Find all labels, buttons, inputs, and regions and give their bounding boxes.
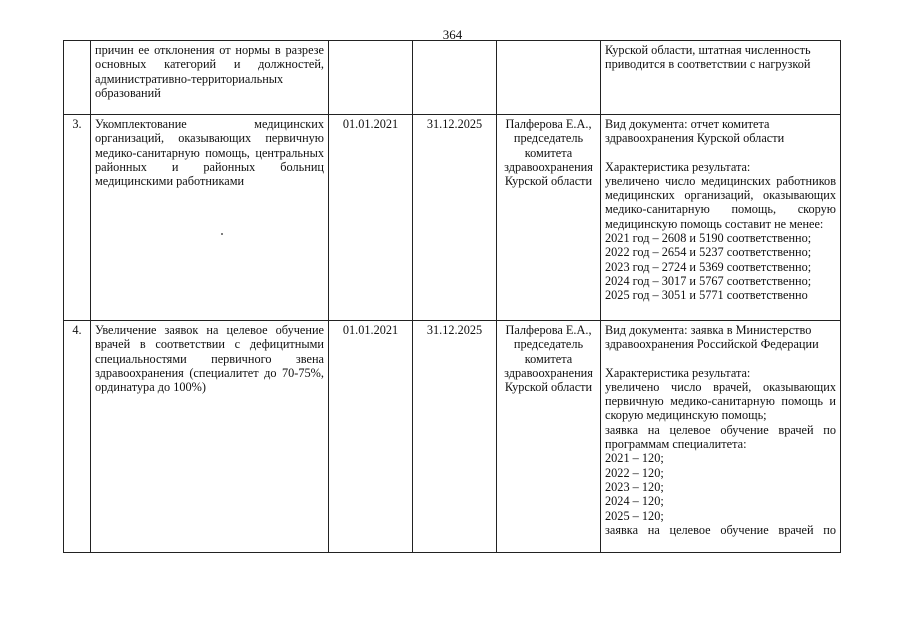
result-item: 2021 – 120; [605,451,664,466]
cell-result [601,115,841,321]
table-row-continuation [64,41,841,115]
row-number: 3. [64,115,91,321]
doc-type: Вид документа: заявка в Министерство здравоохранения Российской Федерации [605,323,819,352]
result-item: 2022 – 120; [605,465,664,480]
result-item: 2023 – 120; [605,479,664,494]
result-item: 2025 – 120; [605,508,664,523]
cell-responsible: Палферова Е.А., председатель комитета здравоохранения Курской области [497,115,601,321]
result-tail: заявка на целевое обучение врачей по [605,522,836,537]
row-number: 4. [64,321,91,553]
page-number: 364 [442,27,463,42]
result-line: Курской области, штатная численность [605,43,811,57]
result-item: 2023 год – 2724 и 5369 соответственно; [605,259,812,274]
char-text: увеличено число медицинских работников медицинских организаций, оказывающих медико-санитарную помощь, скорую медицинскую помощь составит не менее: [605,173,836,231]
result-item: 2024 – 120; [605,494,664,509]
cell-start-date: 01.01.2021 [329,321,413,553]
table-row [64,115,841,321]
result-item: 2021 год – 2608 и 5190 соответственно; [605,231,812,246]
cell-start-date: 01.01.2021 [329,115,413,321]
char-title: Характеристика результата: [605,365,751,380]
cell-description: Укомплектование медицинских организаций, оказывающих первичную медико-санитарную помощь, центральных районных и районных больниц медицинскими работниками [91,115,329,321]
cell-responsible: Палферова Е.А., председатель комитета здравоохранения Курской области [497,321,601,553]
cell-number [64,41,91,115]
scan-speck [221,233,223,235]
result-item: 2025 год – 3051 и 5771 соответственно [605,288,808,303]
cell-start [329,41,413,115]
table-row [64,321,841,553]
cell-result [601,321,841,553]
cell-description: Увеличение заявок на целевое обучение врачей в соответствии с дефицитными специальностями первичного звена здравоохранения (специалитет до 70-75%, ординатура до 100%) [91,321,329,553]
cell-responsible [497,41,601,115]
cell-result [601,41,841,115]
doc-type: Вид документа: отчет комитета здравоохранения Курской области [605,117,785,146]
cell-end [413,41,497,115]
result-item: 2022 год – 2654 и 5237 соответственно; [605,245,812,260]
char-text: увеличено число врачей, оказывающих первичную медико-санитарную помощь и скорую медицинскую помощь; [605,379,836,423]
char-text-2: заявка на целевое обучение врачей по программам специалитета: [605,422,836,452]
char-title: Характеристика результата: [605,159,751,174]
cell-description: причин ее отклонения от нормы в разрезе основных категорий и должностей, административно-территориальных образований [91,41,329,115]
cell-end-date: 31.12.2025 [413,321,497,553]
measures-table [63,40,841,553]
result-item: 2024 год – 3017 и 5767 соответственно; [605,273,812,288]
cell-end-date: 31.12.2025 [413,115,497,321]
result-line: приводится в соответствии с нагрузкой [605,57,811,72]
